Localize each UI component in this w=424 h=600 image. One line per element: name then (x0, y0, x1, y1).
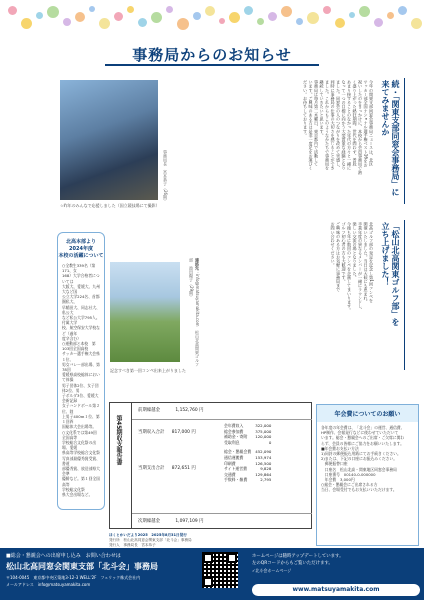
school-news-body (58, 260, 104, 500)
article2-heading-rule (404, 220, 405, 370)
annual-fee-line: 1)同封の郵便振込用紙にてお手続きください。 (321, 451, 401, 457)
article1-body-line: 継続していきたいと思います。 (319, 80, 325, 138)
article1-body-line: サッカー部全国ナショナル選手権ベスト16をお (363, 80, 369, 168)
report-item-value: 9,828 (260, 466, 272, 472)
school-news-line: 男女バレー部出場、第78回 (62, 361, 100, 373)
annual-fee-title: 年会費についてのお願い (317, 405, 418, 422)
article1-body-line: ました。同窓会の人のつながりを改めて実感し、 (336, 80, 341, 171)
golf-photo-caption: 記念すべき第一回コンペ出来上がりました (110, 368, 186, 373)
article1-body (174, 80, 374, 212)
school-news-line: ○文化系では第49回全国高等 (62, 429, 97, 440)
prev-balance-label: 前期繰越金 (138, 408, 160, 413)
report-divider (132, 513, 312, 514)
report-item-value: 452,090 (255, 449, 272, 455)
golf-contact-label: 連絡先： (195, 258, 200, 274)
decorative-dot (75, 12, 85, 22)
article1-credit: 事務局長 宮本恭子（26期） (163, 150, 168, 204)
decorative-dot (99, 18, 110, 29)
footer-contact-lead: ■総会・懇親会への出席申し込み お問い合わせは (6, 553, 121, 559)
article2-body-line: 北高ゴルフ部の発足を記念し第1回コンペを (369, 222, 374, 303)
decorative-dot (177, 18, 189, 30)
report-item-value: 2,795 (260, 477, 272, 483)
expense-total-value: 872,651 円 (171, 466, 196, 471)
decorative-dot (296, 18, 303, 25)
soccer-cheer-photo (60, 80, 158, 200)
qr-code[interactable] (202, 552, 238, 588)
report-title-cell (110, 403, 132, 528)
school-news-line: 国総体大会出場等。 (62, 424, 97, 430)
decorative-dot (411, 18, 422, 29)
article2-heading (380, 222, 400, 382)
decorative-dot (8, 6, 17, 15)
report-item-label: 手数料・雑費 (224, 477, 248, 483)
report-item-value: 153,974 (255, 454, 272, 460)
decorative-dot (335, 18, 345, 28)
article2-body-line: 卒業年度の異なるメンバーが一緒にラウンドし、 (358, 222, 363, 313)
article2-body-line: 楽しい交流の場となりました。 (352, 222, 358, 280)
school-news-title-line: 本校の活躍について (58, 253, 104, 259)
annual-fee-line: 郵便振替口座 (321, 461, 348, 467)
decorative-dot (114, 12, 123, 21)
annual-fee-line: 口座名 松山北高・関東地区同窓会事務局 (321, 466, 397, 472)
school-news-line: ○運動部と本校 第103回全国高校 (62, 341, 96, 352)
next-balance-label: 次期繰越金 (138, 519, 160, 524)
school-news-line: 県高等学校総合文化祭 (62, 450, 100, 456)
school-news-line: 愛媛県高校総体において体操 (62, 372, 100, 383)
annual-fee-line: 2)または、下記の口座にお振込みください。 (321, 456, 398, 462)
decorative-dot (374, 18, 383, 27)
article2-body-line: 開催いたしました。当日は天候にも恵まれ、 (363, 222, 369, 304)
school-news-title (58, 239, 104, 260)
school-news-line: サッカー選手権大会県１位、 (62, 351, 100, 362)
annual-fee-box (316, 404, 419, 546)
decorative-dot (138, 18, 147, 27)
decorative-dots-band (0, 0, 424, 40)
footer-hp-label: ✓北斗会ホームページ (252, 568, 292, 573)
annual-fee-line: ○総会・懇親会にご出席される方 (321, 482, 378, 488)
golf-contact (188, 258, 200, 368)
article2-body-line: ゴルフ初心者の方も大歓迎です。 (341, 222, 347, 284)
decorative-dot (398, 6, 407, 15)
golf-contact-text: info@matsuyamakita.com 松山北高関東ゴルフ部 池田陽子（29期） (189, 258, 200, 367)
report-title: 第45期収支報告書 (115, 415, 122, 466)
article1-body-line: 事務局は毎月第二木曜日、東京都内で活動して (314, 80, 319, 167)
decorative-dot (151, 12, 162, 23)
school-news-line: 早稲田大、同志社大、私公大 (62, 304, 100, 315)
article1-body-line: なって一つの目標に向かう大変貴重な経験となり (341, 80, 347, 171)
report-item-value: 126,500 (255, 460, 272, 466)
expense-item-row (222, 477, 273, 483)
article1-body-line: あまり接することのなかった年代の方々と一緒に (347, 80, 352, 171)
school-news-box (57, 232, 105, 510)
school-news-line: 公立大学224名、首都圏私大、 (62, 294, 100, 305)
report-item-value: 129,864 (255, 471, 272, 477)
article1-body-line: く盛り上がった熱狂期間、世代を問わず、普段 (352, 80, 358, 167)
income-total-row (138, 429, 196, 435)
annual-fee-line: 当日、会場受付でもお支払いいただけます。 (321, 487, 397, 493)
article1-heading-rule (404, 78, 405, 204)
next-balance-row (138, 518, 204, 524)
footer-email[interactable]: メールアドレス info@matsuyamakita.com (6, 582, 91, 587)
report-item-value: 0 (268, 439, 272, 445)
report-item-label: 総会参加費 (224, 428, 244, 434)
golf-group-photo (110, 262, 180, 362)
school-news-line: 上男子400ｍ１位、第１回四 (62, 413, 100, 425)
page-title: 事務局からのお知らせ (132, 46, 292, 64)
income-total-value: 817,000 円 (171, 430, 196, 435)
decorative-dot (193, 12, 201, 20)
article1-heading (380, 80, 400, 210)
article2-body (214, 222, 374, 392)
report-item-label: 総会・懇親会費 (224, 449, 252, 455)
decorative-dot (63, 18, 71, 26)
report-item-label: 通信運搬費 (224, 454, 244, 460)
decorative-dot (219, 18, 225, 24)
report-item-label: 補助金・寄附 (224, 434, 248, 440)
report-divider (132, 419, 312, 420)
expense-total-label: 当期支出合計 (138, 466, 165, 471)
decorative-dot (323, 6, 331, 14)
decorative-dot (257, 18, 264, 25)
article2-body-line: 今後も年に数回のコンペを企画してまいります。 (347, 222, 352, 313)
decorative-dot (229, 12, 240, 23)
article2-body-line: ご興味のある方はお気軽に事務局まで (336, 222, 341, 292)
soccer-photo-caption: ☆昨年のみんなで応援しました（国立競技場にて撮影） (60, 203, 160, 208)
decorative-dot (21, 18, 32, 29)
decorative-dot (268, 12, 277, 21)
decorative-dot (359, 6, 370, 17)
school-news-title-line: 2024年度 (69, 246, 93, 252)
article1-heading-line: 続・「関東支部同窓会事務局」に (391, 80, 400, 196)
school-news-line: 県大会出場など。 (62, 491, 93, 497)
article2-body-line: お問い合わせください。 (330, 222, 336, 268)
school-news-line: 優勝など。第１回全国高等 (62, 476, 100, 487)
financial-report (109, 402, 312, 529)
report-item-label: 印刷費 (224, 460, 236, 466)
annual-fee-line: 口座番号 00140-0-000000 (321, 471, 376, 477)
next-balance-value: 1,097,109 円 (175, 519, 204, 524)
prev-balance-row (138, 407, 204, 413)
article2-heading-line: 立ち上げました！ (381, 222, 390, 286)
school-news-line: 校、航空保安大学校など（過年 (62, 325, 100, 336)
article2-heading-line: 「松山北高関東ゴルフ部」を (391, 222, 400, 326)
title-underline (105, 64, 319, 66)
prev-balance-value: 1,152,760 円 (175, 408, 204, 413)
article1-body-line: 同時に事務局の仕事の大切さを感じることができ (330, 80, 336, 171)
school-news-line: 写真部最優秀賞受賞、書道 (62, 455, 100, 466)
decorative-dot (47, 6, 59, 18)
school-news-line: 学校総文化祭 (62, 486, 85, 492)
annual-fee-line: らず、会員の皆様にご協力をお願いいたします。 (321, 440, 404, 446)
annual-fee-line: ■年会費お支払い方法 (321, 445, 359, 451)
report-breakdown-table (222, 423, 273, 483)
school-news-line: 学校総合文化祭の出場、愛媛 (62, 439, 97, 451)
school-news-title-line: 北高本部より (65, 239, 96, 245)
annual-fee-line: HP制作、会報発行などに使わせていただいて (321, 430, 399, 436)
article1-body-line: います。ご興味のある方は是非一度足をお運びく (308, 80, 314, 171)
decorative-dot (281, 6, 292, 17)
article1-body-line: 今年の関東支部同窓会事務局ニュースは、北区 (369, 80, 374, 167)
report-item-value: 375,000 (255, 428, 272, 434)
annual-fee-line: 年会費 3,000円 (321, 477, 355, 483)
colophon-title: ほくとかいだより2025 2025年8月31日発行 (109, 533, 187, 537)
decorative-dot (127, 6, 134, 13)
footer (0, 548, 424, 600)
footer-hp-note-2: 左のQRコードからもご覧いただけます。 (252, 560, 333, 566)
school-news-line: ○全教生339名（第171、女 (62, 263, 96, 274)
school-news-line: 部優秀賞、放送部県大会準 (62, 465, 100, 477)
colophon-line: 発行人 事務局長 宮本恭子 (109, 543, 156, 547)
colophon-line: 発行所 松山北高同窓会関東支部「北斗会」事務局 (109, 538, 192, 542)
annual-fee-line: います。総会・懇親会へのご出席・ご欠席に関わ (321, 435, 405, 441)
footer-org-name: 松山北高同窓会関東支部「北斗会」事務局 (6, 562, 158, 571)
report-item-label: サイト運営費 (224, 466, 248, 472)
decorative-dot (166, 6, 173, 13)
report-item-value: 322,000 (255, 423, 272, 428)
expense-total-row (138, 465, 196, 471)
website-url[interactable]: www.matsuyamakita.com (252, 584, 420, 596)
article1-body-line: ださい。お待ちしております。 (303, 80, 308, 138)
school-news-line: 子ボルダ3位、愛媛大会新記録 (62, 393, 99, 404)
school-news-line: 168）大学合格者については (62, 273, 100, 284)
school-news-line: 女子ハンドボール第２位、陸 (62, 403, 100, 414)
article1-body-line: 祝いしたのをきっかけに、本校から会員事務局で熱 (358, 80, 363, 175)
decorative-dot (205, 6, 215, 16)
footer-hp-note-1: ホームページは随時アップデートしています。 (252, 554, 344, 559)
annual-fee-line: 各年度の年会費は、「北斗会」の運営、通信費、 (321, 425, 405, 430)
annual-fee-body (317, 422, 418, 496)
report-item-label: 受取利息 (224, 439, 240, 445)
decorative-dot (36, 12, 43, 19)
school-news-line: 男子団体2位、女子団体2位、男 (62, 382, 99, 393)
school-news-line: など私公大学795人。付属大学 (62, 315, 100, 326)
school-news-line: 大阪大、愛媛大、九州大など国 (62, 283, 100, 295)
decorative-dot (387, 12, 394, 19)
footer-address: 〒104-0045 東京都中央区築地3-12-3 WELL'2F フェリック株式会社内 (6, 575, 141, 580)
report-item-label: 交通費 (224, 471, 236, 477)
article1-heading-line: 来てみませんか (381, 80, 390, 136)
decorative-dot (349, 12, 355, 18)
decorative-dot (307, 12, 319, 24)
decorative-dot (244, 6, 253, 15)
report-item-value: 120,000 (255, 434, 272, 440)
article1-body-line: ました。これからもこのようなかたちで事務局を (325, 80, 330, 171)
income-total-label: 当期収入合計 (138, 430, 165, 435)
decorative-dot (89, 6, 95, 12)
school-news-line: 度卒含む） (62, 335, 81, 341)
report-item-label: 会年費収入 (224, 423, 244, 428)
